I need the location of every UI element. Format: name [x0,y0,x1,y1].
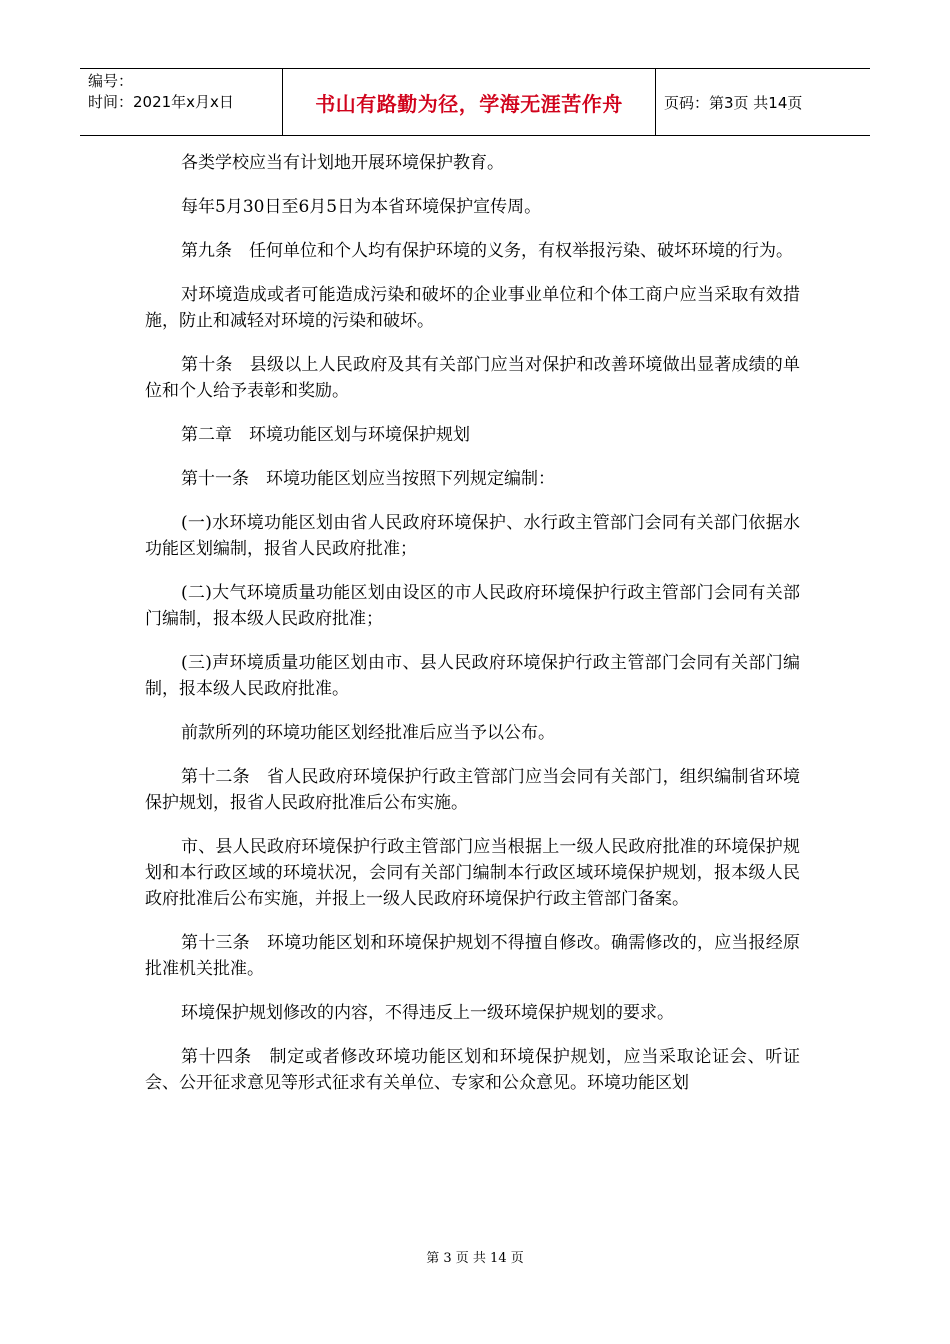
header-motto: 书山有路勤为径，学海无涯苦作舟 [282,69,656,135]
paragraph: 第十三条 环境功能区划和环境保护规划不得擅自修改。确需修改的，应当报经原批准机关批准。 [145,933,800,979]
paragraph: 市、县人民政府环境保护行政主管部门应当根据上一级人民政府批准的环境保护规划和本行政区域的环境状况，会同有关部门编制本行政区域环境保护规划，报本级人民政府批准后公布实施，并报上一级人民政府环境保护行政主管部门备案。 [145,837,800,909]
page-header [80,68,870,136]
document-number-label: 编号： [88,72,134,90]
chapter-heading: 第二章 环境功能区划与环境保护规划 [181,425,470,445]
paragraph: (一)水环境功能区划由省人民政府环境保护、水行政主管部门会同有关部门依据水功能区划编制，报省人民政府批准； [145,513,800,559]
header-meta [80,69,282,135]
paragraph: 第十一条 环境功能区划应当按照下列规定编制： [181,469,555,489]
paragraph: 第十二条 省人民政府环境保护行政主管部门应当会同有关部门，组织编制省环境保护规划，报省人民政府批准后公布实施。 [145,767,800,813]
paragraph: 第九条 任何单位和个人均有保护环境的义务，有权举报污染、破坏环境的行为。 [181,241,793,261]
paragraph: 每年5月30日至6月5日为本省环境保护宣传周。 [181,197,542,217]
document-body [145,150,800,1114]
paragraph: 环境保护规划修改的内容，不得违反上一级环境保护规划的要求。 [181,1003,674,1023]
page-footer: 第 3 页 共 14 页 [426,1251,524,1266]
paragraph: 各类学校应当有计划地开展环境保护教育。 [181,153,504,173]
paragraph: 前款所列的环境功能区划经批准后应当予以公布。 [181,723,555,743]
paragraph: 第十四条 制定或者修改环境功能区划和环境保护规划，应当采取论证会、听证会、公开征求意见等形式征求有关单位、专家和公众意见。环境功能区划 [145,1047,800,1093]
paragraph: 第十条 县级以上人民政府及其有关部门应当对保护和改善环境做出显著成绩的单位和个人给予表彰和奖励。 [145,355,800,401]
document-time: 时间：2021年x月x日 [88,93,234,111]
paragraph: 对环境造成或者可能造成污染和破坏的企业事业单位和个体工商户应当采取有效措施，防止和减轻对环境的污染和破坏。 [145,285,800,331]
header-page-info: 页码：第3页 共14页 [664,93,803,112]
paragraph: (三)声环境质量功能区划由市、县人民政府环境保护行政主管部门会同有关部门编制，报本级人民政府批准。 [145,653,800,699]
paragraph: (二)大气环境质量功能区划由设区的市人民政府环境保护行政主管部门会同有关部门编制，报本级人民政府批准； [145,583,800,629]
